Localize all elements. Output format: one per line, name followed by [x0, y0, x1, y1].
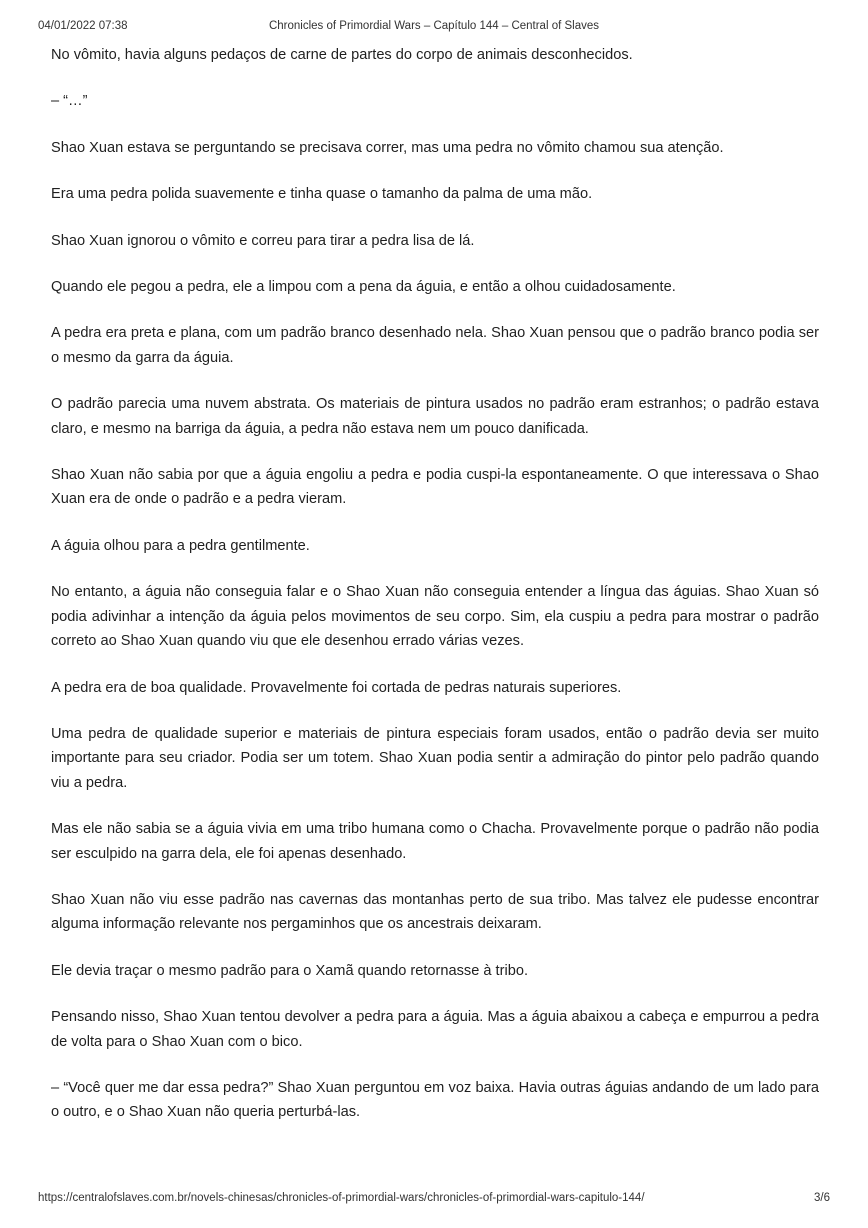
- paragraph-16: Ele devia traçar o mesmo padrão para o Xamã quando retornasse à tribo.: [51, 962, 528, 979]
- paragraph-14: Mas ele não sabia se a águia vivia em uma tribo humana como o Chacha. Provavelmente porque o padrão não podia ser esculpido na garra dela, ele foi apenas desenhado.: [51, 821, 819, 862]
- paragraph-4: Era uma pedra polida suavemente e tinha quase o tamanho da palma de uma mão.: [51, 186, 593, 203]
- paragraph-10: A águia olhou para a pedra gentilmente.: [51, 537, 310, 554]
- print-header: [38, 20, 830, 36]
- paragraph-3: Shao Xuan estava se perguntando se precisava correr, mas uma pedra no vômito chamou sua atenção.: [51, 139, 724, 156]
- paragraph-11: No entanto, a águia não conseguia falar e o Shao Xuan não conseguia entender a língua das águias. Shao Xuan só podia adivinhar a intenção da águia pelos movimentos de seu corpo. Sim, ela cuspiu a pedra para mostrar o padrão correto ao Shao Xuan quando viu que ele desenhou errado várias vezes.: [51, 584, 819, 650]
- paragraph-8: O padrão parecia uma nuvem abstrata. Os materiais de pintura usados no padrão eram estranhos; o padrão estava claro, e mesmo na barriga da águia, a pedra não estava nem um pouco danificada.: [51, 396, 819, 437]
- paragraph-13: Uma pedra de qualidade superior e materiais de pintura especiais foram usados, então o padrão devia ser muito importante para seu criador. Podia ser um totem. Shao Xuan podia sentir a admiração do pintor pelo padrão quando viu a pedra.: [51, 725, 819, 791]
- paragraph-2: – “…”: [51, 93, 88, 110]
- paragraph-17: Pensando nisso, Shao Xuan tentou devolver a pedra para a águia. Mas a águia abaixou a cabeça e empurrou a pedra de volta para o Shao Xuan com o bico.: [51, 1009, 819, 1050]
- print-footer: [38, 1192, 830, 1208]
- page-title: Chronicles of Primordial Wars – Capítulo 144 – Central of Slaves: [268, 20, 600, 32]
- paragraph-15: Shao Xuan não viu esse padrão nas cavernas das montanhas perto de sua tribo. Mas talvez ele pudesse encontrar alguma informação relevante nos pergaminhos que os ancestrais deixaram.: [51, 891, 819, 933]
- paragraph-7: A pedra era preta e plana, com um padrão branco desenhado nela. Shao Xuan pensou que o padrão branco podia ser o mesmo da garra da águia.: [51, 325, 819, 366]
- paragraph-18: – “Você quer me dar essa pedra?” Shao Xuan perguntou em voz baixa. Havia outras águias andando de um lado para o outro, e o Shao Xuan não queria perturbá-las.: [51, 1079, 819, 1121]
- chapter-content: [51, 43, 819, 1147]
- paragraph-1: No vômito, havia alguns pedaços de carne de partes do corpo de animais desconhecidos.: [51, 47, 633, 63]
- print-datetime: 04/01/2022 07:38: [38, 20, 128, 32]
- page-url: https://centralofslaves.com.br/novels-chinesas/chronicles-of-primordial-wars/chronicles-of-primordial-wars-capitulo-144/: [38, 1192, 645, 1204]
- paragraph-5: Shao Xuan ignorou o vômito e correu para tirar a pedra lisa de lá.: [51, 232, 475, 249]
- page-number: 3/6: [814, 1192, 830, 1204]
- paragraph-12: A pedra era de boa qualidade. Provavelmente foi cortada de pedras naturais superiores.: [51, 679, 622, 696]
- paragraph-6: Quando ele pegou a pedra, ele a limpou com a pena da águia, e então a olhou cuidadosamente.: [51, 279, 676, 296]
- paragraph-9: Shao Xuan não sabia por que a águia engoliu a pedra e podia cuspi-la espontaneamente. O que interessava o Shao Xuan era de onde o padrão e a pedra vieram.: [51, 467, 819, 508]
